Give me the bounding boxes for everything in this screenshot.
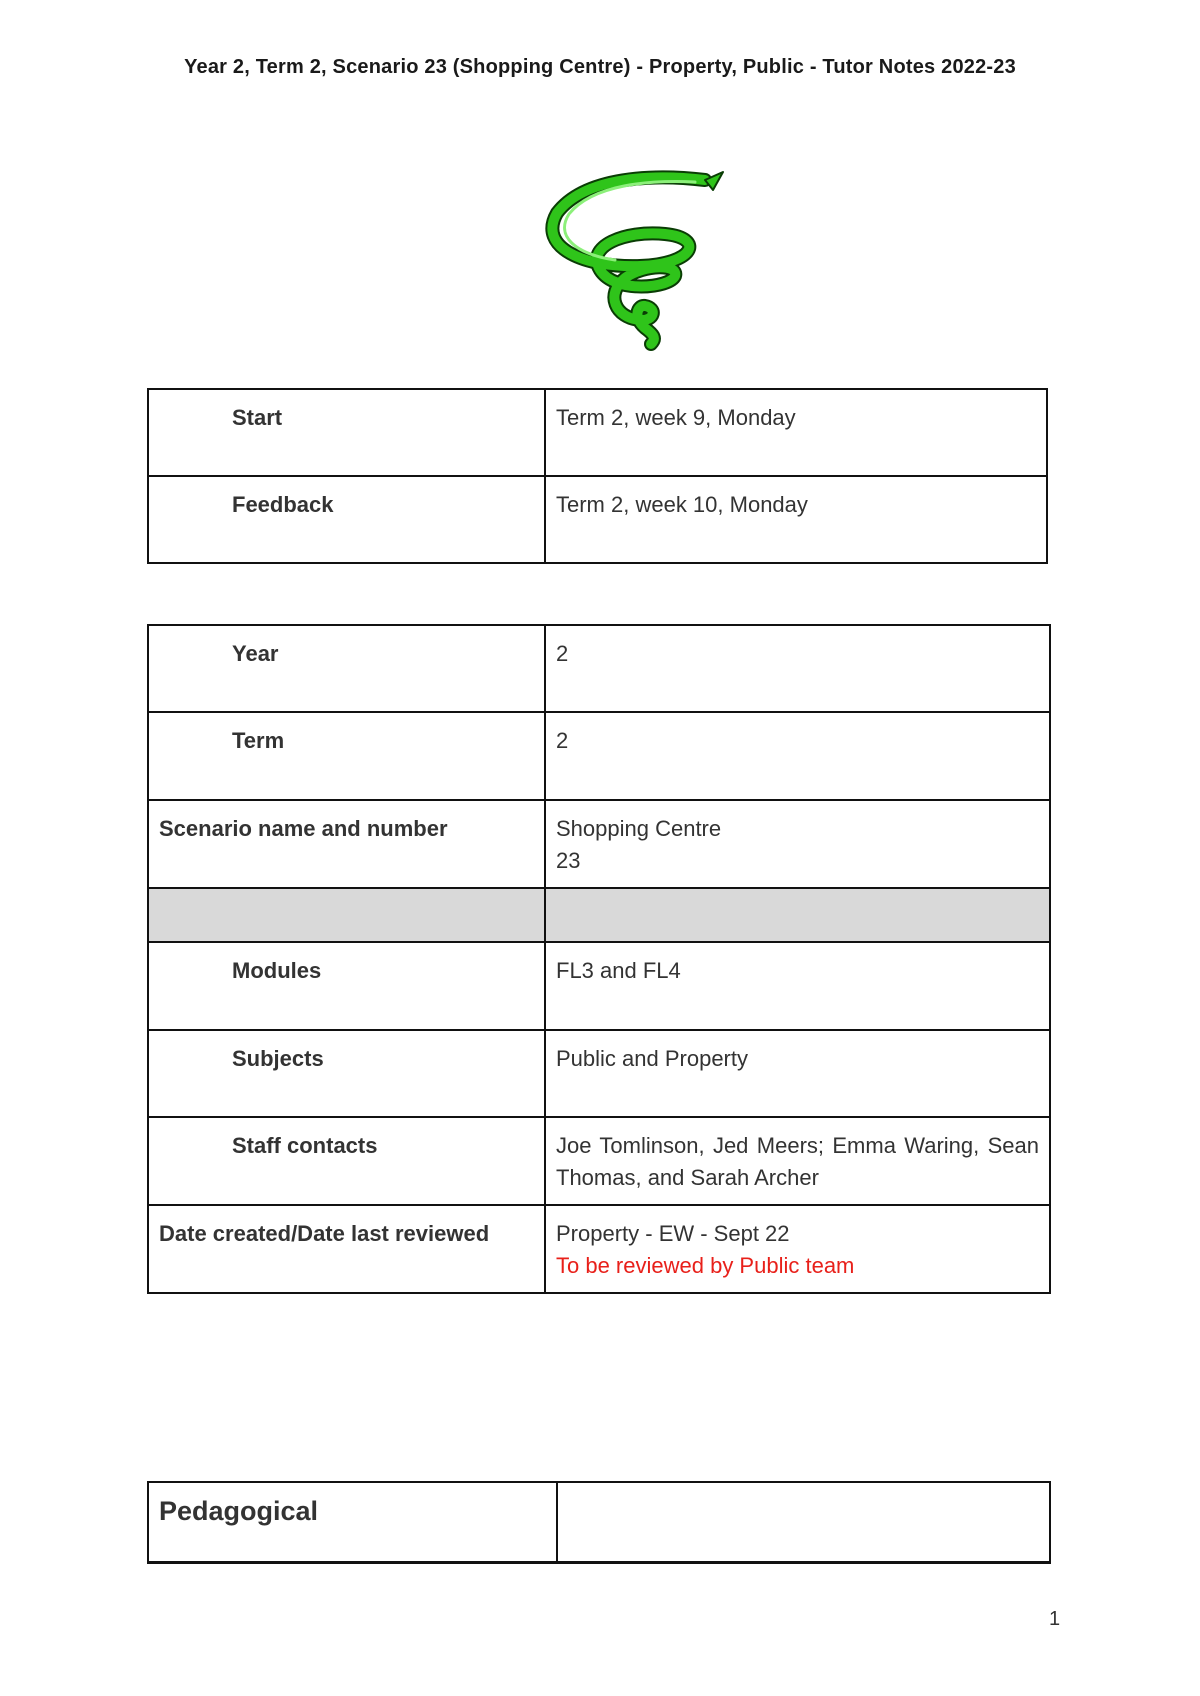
table-row bbox=[148, 476, 1047, 563]
scenario-label: Scenario name and number bbox=[148, 800, 545, 888]
table-row bbox=[148, 625, 1050, 712]
date-review-text: Property - EW - Sept 22 bbox=[556, 1221, 790, 1246]
term-value: 2 bbox=[545, 712, 1050, 800]
start-value: Term 2, week 9, Monday bbox=[545, 389, 1047, 476]
year-value: 2 bbox=[545, 625, 1050, 712]
table-row bbox=[148, 389, 1047, 476]
table-row bbox=[148, 712, 1050, 800]
scenario-name: Shopping Centre bbox=[556, 816, 722, 841]
table-row bbox=[148, 1117, 1050, 1205]
pedagogical-label: Pedagogical bbox=[148, 1482, 557, 1562]
staff-contacts-value: Joe Tomlinson, Jed Meers; Emma Waring, Sean Thomas, and Sarah Archer bbox=[545, 1117, 1050, 1205]
modules-value: FL3 and FL4 bbox=[545, 942, 1050, 1030]
table-row bbox=[148, 1030, 1050, 1117]
pedagogical-value bbox=[557, 1482, 1050, 1562]
table-row bbox=[148, 942, 1050, 1030]
staff-contacts-label: Staff contacts bbox=[148, 1117, 545, 1205]
spiral-logo bbox=[545, 168, 735, 353]
start-label: Start bbox=[148, 389, 545, 476]
date-created-label: Date created/Date last reviewed bbox=[148, 1205, 545, 1293]
table-row bbox=[148, 800, 1050, 888]
feedback-value: Term 2, week 10, Monday bbox=[545, 476, 1047, 563]
pedagogical-table bbox=[147, 1481, 1051, 1564]
details-table bbox=[147, 624, 1051, 1294]
grey-spacer-cell bbox=[545, 888, 1050, 942]
table-row-spacer bbox=[148, 888, 1050, 942]
date-created-value bbox=[545, 1205, 1050, 1293]
feedback-label: Feedback bbox=[148, 476, 545, 563]
page-number: 1 bbox=[1049, 1608, 1061, 1630]
table-row bbox=[148, 1205, 1050, 1293]
scenario-number: 23 bbox=[556, 848, 581, 873]
grey-spacer-cell bbox=[148, 888, 545, 942]
modules-label: Modules bbox=[148, 942, 545, 1030]
table-row bbox=[148, 1482, 1050, 1562]
term-label: Term bbox=[148, 712, 545, 800]
schedule-table bbox=[147, 388, 1048, 564]
subjects-value: Public and Property bbox=[545, 1030, 1050, 1117]
review-note: To be reviewed by Public team bbox=[556, 1253, 855, 1278]
year-label: Year bbox=[148, 625, 545, 712]
document-header: Year 2, Term 2, Scenario 23 (Shopping Centre) - Property, Public - Tutor Notes 2022-23 bbox=[184, 56, 1016, 78]
subjects-label: Subjects bbox=[148, 1030, 545, 1117]
scenario-value bbox=[545, 800, 1050, 888]
